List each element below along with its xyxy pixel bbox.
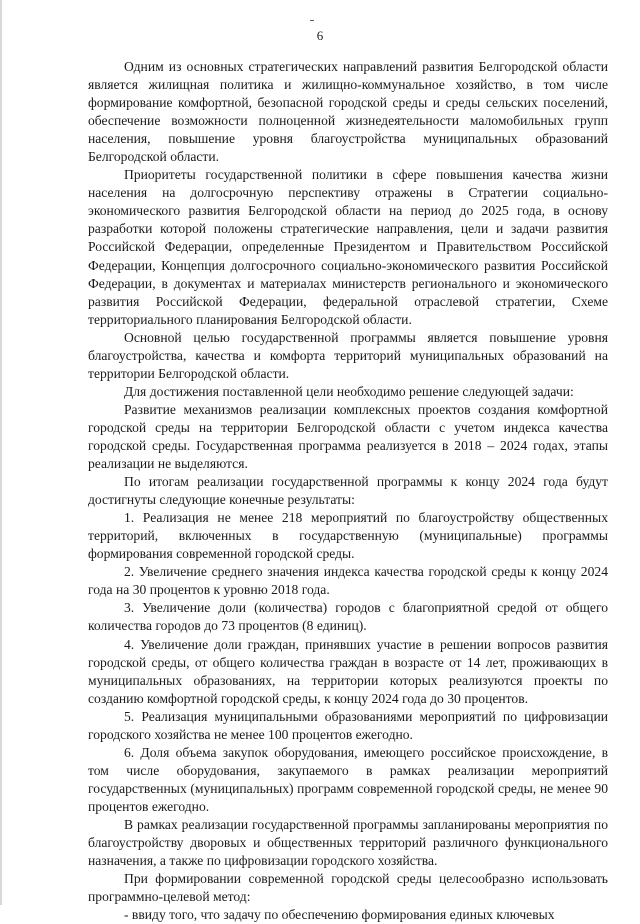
- scan-mark: [310, 20, 314, 21]
- paragraph: Приоритеты государственной политики в сфере повышения качества жизни населения на долгосрочную перспективу отражены в Стратегии социально-экономического развития Белгородской области на период до 2025 года, в основу разработки которой положены стратегические направления, цели и задачи развития Российской Федерации, определенные Президентом и Правительством Российской Федерации, Концепция долгосрочного социально-экономического развития Российской Федерации, в документах и материалах министерств регионального и экономического развития Российской Федерации, федеральной отраслевой стратегии, Схеме территориального планирования Белгородской области.: [88, 167, 608, 327]
- paragraph: Основной целью государственной программы является повышение уровня благоустройства, качества и комфорта территорий муниципальных образований на территории Белгородской области.: [88, 329, 608, 381]
- result-item-2: 2. Увеличение среднего значения индекса качества городской среды к концу 2024 года на 30 процентов к уровню 2018 года.: [88, 564, 608, 598]
- paragraph: При формировании современной городской среды целесообразно использовать программно-целевой метод:: [88, 871, 608, 905]
- result-item-4: 4. Увеличение доли граждан, принявших участие в решении вопросов развития городской среды, от общего количества граждан в возрасте от 14 лет, проживающих в муниципальных образованиях, на территории которых реализуются проекты по созданию комфортной городской среды, к концу 2024 года до 30 процентов.: [88, 636, 608, 706]
- paragraph: Одним из основных стратегических направлений развития Белгородской области является жилищная политика и жилищно-коммунальное хозяйство, в том числе формирование комфортной, безопасной городской среды и среды сельских поселений, обеспечение возможности полноценной жизнедеятельности маломобильных групп населения, повышение уровня благоустройства муниципальных образований Белгородской области.: [88, 59, 608, 165]
- paragraph: В рамках реализации государственной программы запланированы мероприятия по благоустройству дворовых и общественных территорий различного функционального назначения, а также по цифровизации городского хозяйства.: [88, 816, 608, 869]
- paragraph: - ввиду того, что задачу по обеспечению формирования единых ключевых: [124, 907, 555, 923]
- result-item-3: 3. Увеличение доли (количества) городов с благоприятной средой от общего количества городов до 73 процентов (8 единиц).: [88, 600, 608, 634]
- paragraph: Для достижения поставленной цели необходимо решение следующей задачи:: [124, 383, 574, 399]
- document-body: [88, 58, 608, 924]
- paragraph: Развитие механизмов реализации комплексных проектов создания комфортной городской среды на территории Белгородской области с учетом индекса качества городской среды. Государственная программа реализуется в 2018 – 2024 годах, этапы реализации не выделяются.: [88, 401, 608, 472]
- paragraph: По итогам реализации государственной программы к концу 2024 года будут достигнуты следующие конечные результаты:: [88, 474, 608, 508]
- page-number: 6: [316, 28, 324, 43]
- result-item-5: 5. Реализация муниципальными образованиями мероприятий по цифровизации городского хозяйства не менее 100 процентов ежегодно.: [88, 708, 608, 742]
- scan-left-edge: [0, 0, 2, 905]
- result-item-1: 1. Реализация не менее 218 мероприятий по благоустройству общественных территорий, включенных в государственную (муниципальные) программы формирования современной городской среды.: [88, 510, 608, 562]
- result-item-6: 6. Доля объема закупок оборудования, имеющего российское происхождение, в том числе оборудования, закупаемого в рамках реализации мероприятий государственных (муниципальных) программ современной городской среды, не менее 90 процентов ежегодно.: [88, 744, 608, 814]
